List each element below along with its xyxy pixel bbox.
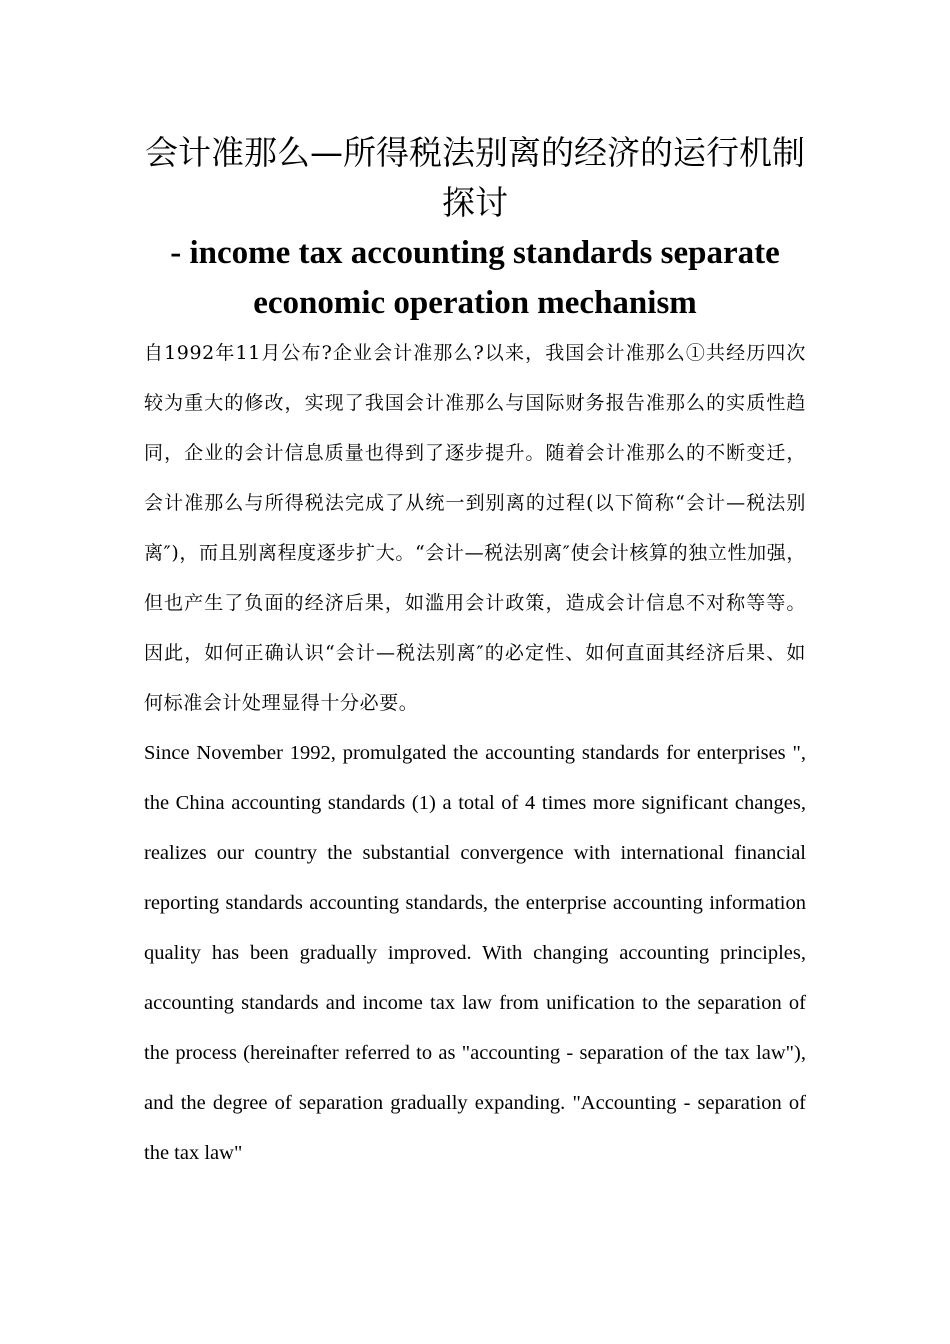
body-paragraph-english: Since November 1992, promulgated the accounting standards for enterprises ", the China accounting standards (1) a total of 4 times more significant changes, realizes our country the substantial convergence with international financial reporting standards accounting standards, the enterprise accounting information quality has been gradually improved. With changing accounting principles, accounting standards and income tax law from unification to the separation of the process (hereinafter referred to as "accounting - separation of the tax law"), and the degree of separation gradually expanding. "Accounting - separation of the tax law": [144, 742, 806, 1164]
body-paragraph-chinese: 自1992年11月公布?企业会计准那么?以来，我国会计准那么①共经历四次较为重大的修改，实现了我国会计准那么与国际财务报告准那么的实质性趋同，企业的会计信息质量也得到了逐步提升。随着会计准那么的不断变迁，会计准那么与所得税法完成了从统一到别离的过程(以下简称“会计—税法别离″)，而且别离程度逐步扩大。“会计—税法别离″使会计核算的独立性加强，但也产生了负面的经济后果，如滥用会计政策，造成会计信息不对称等等。因此，如何正确认识“会计—税法别离″的必定性、如何直面其经济后果、如何标准会计处理显得十分必要。: [144, 342, 806, 714]
document-page: [144, 128, 806, 1178]
document-title-chinese: 会计准那么—所得税法别离的经济的运行机制探讨: [145, 133, 805, 222]
document-title-english: - income tax accounting standards separate economic operation mechanism: [170, 235, 780, 321]
